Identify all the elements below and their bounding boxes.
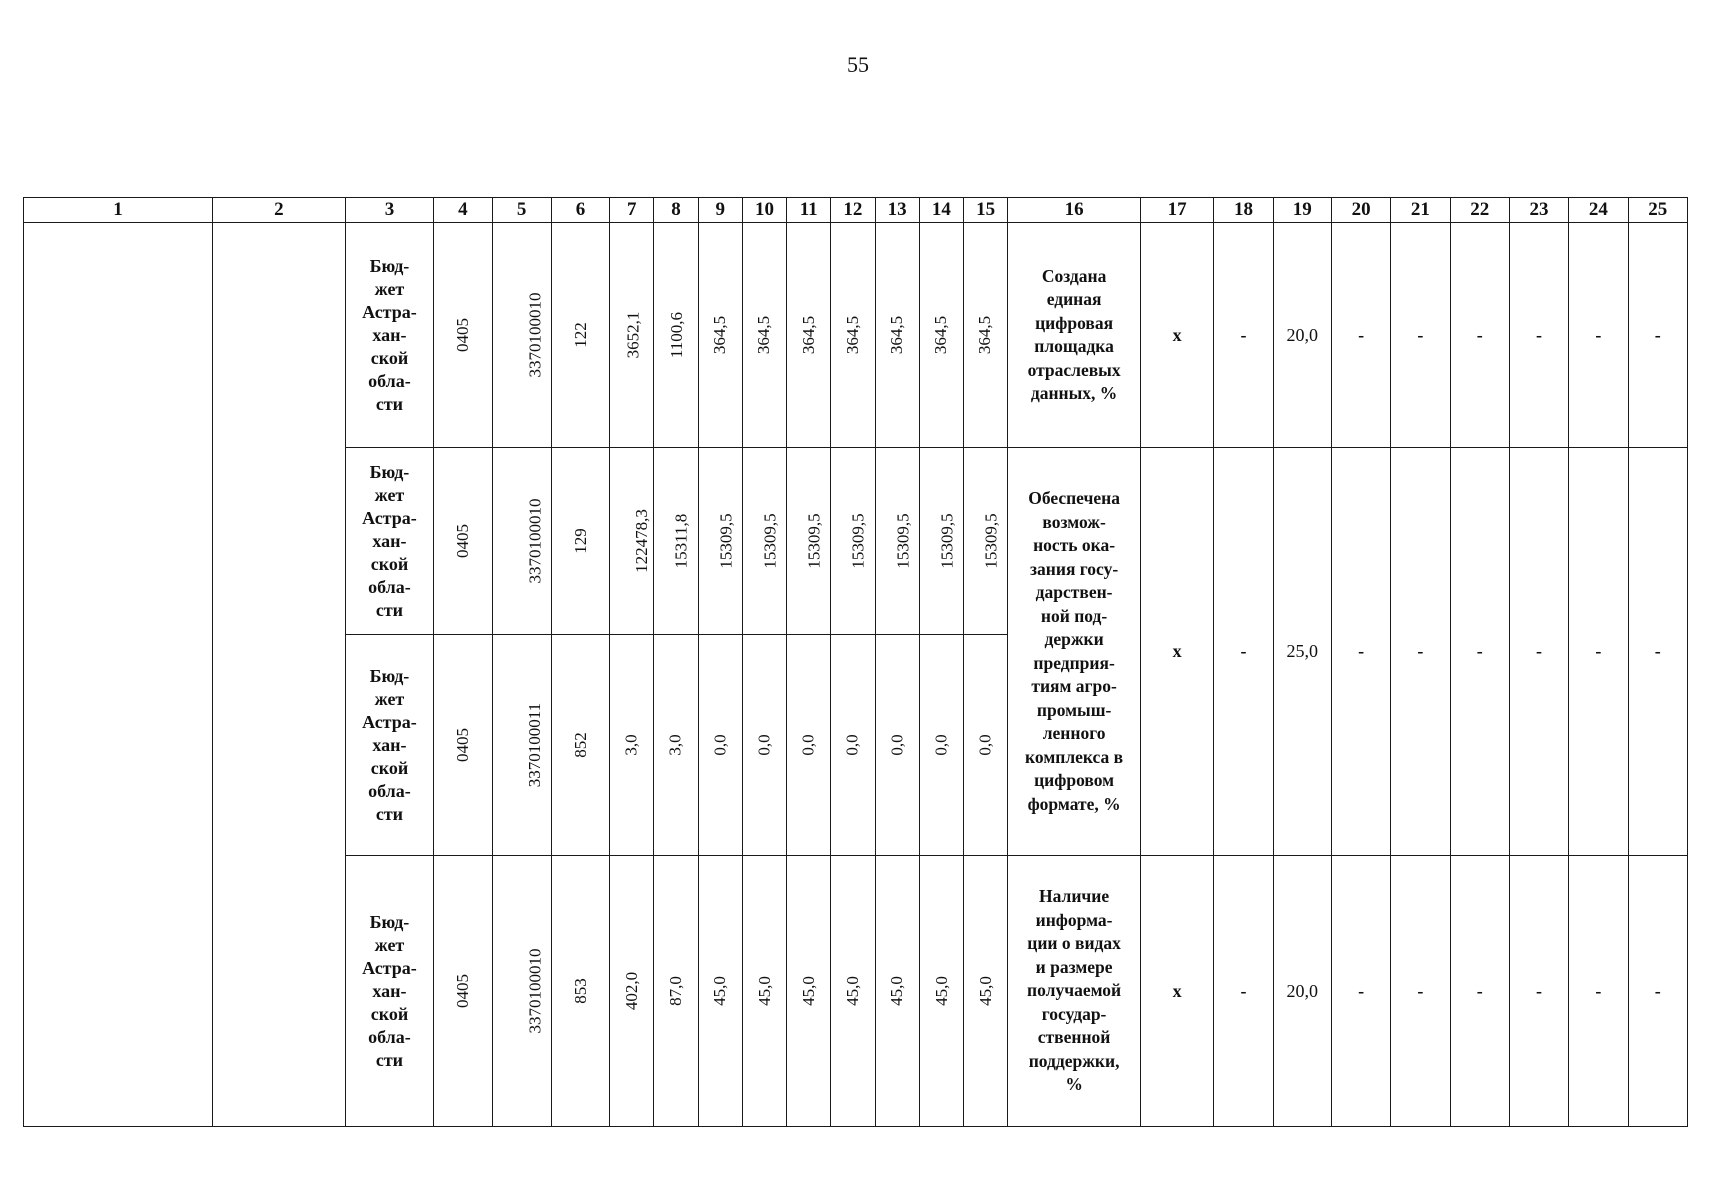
amount-value: 1100,6 [667, 311, 687, 359]
value-cell [742, 635, 786, 856]
header-cell: 21 [1391, 198, 1450, 223]
value-cell [787, 856, 831, 1127]
code-cell [434, 223, 492, 448]
value-cell [875, 635, 919, 856]
indicator-dash: - [1509, 448, 1568, 856]
header-cell: 22 [1450, 198, 1509, 223]
value-cell [787, 223, 831, 448]
value-cell [964, 223, 1008, 448]
value-cell [610, 635, 654, 856]
expense-type-code: 852 [570, 732, 590, 758]
value-cell [742, 223, 786, 448]
amount-value: 3652,1 [623, 311, 643, 359]
amount-value: 15309,5 [848, 513, 868, 569]
indicator-dash: - [1331, 448, 1390, 856]
indicator-dash: - [1569, 223, 1628, 448]
code-cell [492, 223, 551, 448]
value-cell [831, 448, 875, 635]
indicator-value: 25,0 [1273, 448, 1331, 856]
expense-type-code: 122 [570, 322, 590, 348]
header-cell: 18 [1214, 198, 1273, 223]
header-cell: 6 [551, 198, 609, 223]
page-number: 55 [847, 52, 869, 77]
amount-value: 0,0 [754, 734, 774, 756]
indicator-dash: - [1391, 448, 1450, 856]
indicator-dash: - [1450, 448, 1509, 856]
value-cell [698, 448, 742, 635]
code-cell [551, 223, 609, 448]
amount-value: 15309,5 [804, 513, 824, 569]
empty-cell [24, 223, 213, 1127]
indicator-dash: - [1569, 856, 1628, 1127]
header-cell: 13 [875, 198, 919, 223]
header-cell: 11 [787, 198, 831, 223]
indicator-dash: - [1509, 856, 1568, 1127]
budget-source-text: Бюд- жет Астра- хан- ской обла- сти [362, 665, 417, 824]
amount-value: 122478,3 [632, 509, 651, 573]
amount-value: 364,5 [887, 315, 907, 355]
expense-type-code: 853 [570, 978, 590, 1004]
amount-value: 87,0 [665, 976, 685, 1006]
code-cell [434, 856, 492, 1127]
header-cell: 19 [1273, 198, 1331, 223]
expense-type-code: 129 [570, 528, 590, 554]
value-cell [875, 448, 919, 635]
amount-value: 3,0 [665, 734, 685, 756]
indicator-mark: x [1140, 448, 1213, 856]
indicator-dash: - [1214, 856, 1273, 1127]
section-code: 0405 [452, 974, 472, 1008]
value-cell [831, 223, 875, 448]
header-cell: 16 [1008, 198, 1141, 223]
header-cell: 20 [1331, 198, 1390, 223]
target-article-code: 3370100010 [525, 948, 544, 1034]
header-cell: 15 [964, 198, 1008, 223]
indicator-dash: - [1450, 223, 1509, 448]
amount-value: 45,0 [931, 976, 951, 1006]
indicator-dash: - [1628, 223, 1687, 448]
value-cell [919, 223, 963, 448]
amount-value: 0,0 [931, 734, 951, 756]
header-cell: 5 [492, 198, 551, 223]
header-row [24, 198, 1688, 223]
indicator-dash: - [1214, 448, 1273, 856]
indicator-value: 20,0 [1273, 856, 1331, 1127]
amount-value: 364,5 [842, 315, 862, 355]
amount-value: 0,0 [842, 734, 862, 756]
table-row [24, 223, 1688, 448]
section-code: 0405 [452, 524, 472, 558]
value-cell [610, 448, 654, 635]
budget-source-text: Бюд- жет Астра- хан- ской обла- сти [362, 255, 417, 414]
amount-value: 15309,5 [716, 513, 736, 569]
header-cell: 24 [1569, 198, 1628, 223]
value-cell [654, 635, 698, 856]
indicator-cell [1008, 448, 1141, 856]
indicator-dash: - [1628, 448, 1687, 856]
value-cell [964, 448, 1008, 635]
code-cell [492, 856, 551, 1127]
value-cell [964, 635, 1008, 856]
amount-value: 15309,5 [760, 513, 780, 569]
header-cell: 3 [345, 198, 433, 223]
header-cell: 17 [1140, 198, 1213, 223]
amount-value: 15309,5 [937, 513, 957, 569]
header-cell: 1 [24, 198, 213, 223]
indicator-dash: - [1569, 448, 1628, 856]
amount-value: 364,5 [798, 315, 818, 355]
budget-source-cell [345, 223, 433, 448]
amount-value: 364,5 [710, 315, 730, 355]
target-article-code: 3370100010 [525, 498, 544, 584]
section-code: 0405 [452, 728, 472, 762]
value-cell [831, 856, 875, 1127]
indicator-dash: - [1214, 223, 1273, 448]
indicator-dash: - [1450, 856, 1509, 1127]
indicator-mark: x [1140, 223, 1213, 448]
amount-value: 3,0 [621, 734, 641, 756]
indicator-dash: - [1331, 223, 1390, 448]
header-cell: 9 [698, 198, 742, 223]
indicator-value: 20,0 [1273, 223, 1331, 448]
indicator-text: Обеспечена возмож- ность ока- зания госу- дарствен- ной под- держки предприя- тиям агро- промыш- ленного комплекса в цифровом формате, % [1025, 488, 1124, 814]
header-cell: 7 [610, 198, 654, 223]
target-article-code: 3370100011 [524, 702, 544, 788]
indicator-dash: - [1391, 856, 1450, 1127]
value-cell [919, 448, 963, 635]
code-cell [492, 635, 551, 856]
code-cell [551, 448, 609, 635]
value-cell [787, 448, 831, 635]
value-cell [654, 448, 698, 635]
code-cell [434, 635, 492, 856]
value-cell [875, 856, 919, 1127]
indicator-cell [1008, 856, 1141, 1127]
indicator-text: Наличие информа- ции о видах и размере получаемой государ- ственной поддержки, % [1027, 886, 1122, 1095]
value-cell [787, 635, 831, 856]
amount-value: 0,0 [798, 734, 818, 756]
value-cell [964, 856, 1008, 1127]
target-article-code: 3370100010 [525, 292, 544, 378]
header-cell: 2 [213, 198, 346, 223]
value-cell [698, 856, 742, 1127]
budget-source-text: Бюд- жет Астра- хан- ской обла- сти [362, 461, 417, 620]
value-cell [919, 856, 963, 1127]
budget-table [23, 197, 1688, 1127]
value-cell [654, 223, 698, 448]
budget-source-cell [345, 448, 433, 635]
value-cell [610, 856, 654, 1127]
empty-cell [213, 223, 346, 1127]
budget-source-cell [345, 635, 433, 856]
amount-value: 15309,5 [893, 513, 913, 569]
header-cell: 4 [434, 198, 492, 223]
amount-value: 15311,8 [671, 513, 691, 569]
amount-value: 0,0 [975, 734, 995, 756]
code-cell [551, 635, 609, 856]
value-cell [919, 635, 963, 856]
indicator-cell [1008, 223, 1141, 448]
value-cell [654, 856, 698, 1127]
value-cell [875, 223, 919, 448]
value-cell [831, 635, 875, 856]
code-cell [551, 856, 609, 1127]
header-cell: 25 [1628, 198, 1687, 223]
amount-value: 45,0 [798, 976, 818, 1006]
value-cell [610, 223, 654, 448]
amount-value: 402,0 [621, 971, 641, 1011]
code-cell [492, 448, 551, 635]
amount-value: 45,0 [887, 976, 907, 1006]
amount-value: 0,0 [710, 734, 730, 756]
value-cell [698, 635, 742, 856]
indicator-dash: - [1509, 223, 1568, 448]
amount-value: 0,0 [887, 734, 907, 756]
header-cell: 14 [919, 198, 963, 223]
amount-value: 45,0 [842, 976, 862, 1006]
amount-value: 45,0 [710, 976, 730, 1006]
value-cell [698, 223, 742, 448]
section-code: 0405 [452, 318, 472, 352]
amount-value: 15309,5 [981, 513, 1001, 569]
budget-source-text: Бюд- жет Астра- хан- ской обла- сти [362, 911, 417, 1070]
header-cell: 12 [831, 198, 875, 223]
amount-value: 364,5 [754, 315, 774, 355]
header-cell: 10 [742, 198, 786, 223]
amount-value: 364,5 [975, 315, 995, 355]
indicator-text: Создана единая цифровая площадка отраслевых данных, % [1027, 265, 1121, 403]
budget-source-cell [345, 856, 433, 1127]
indicator-dash: - [1331, 856, 1390, 1127]
indicator-mark: x [1140, 856, 1213, 1127]
indicator-dash: - [1391, 223, 1450, 448]
code-cell [434, 448, 492, 635]
amount-value: 45,0 [754, 976, 774, 1006]
indicator-dash: - [1628, 856, 1687, 1127]
amount-value: 45,0 [975, 976, 995, 1006]
header-cell: 23 [1509, 198, 1568, 223]
header-cell: 8 [654, 198, 698, 223]
amount-value: 364,5 [931, 315, 951, 355]
value-cell [742, 856, 786, 1127]
value-cell [742, 448, 786, 635]
